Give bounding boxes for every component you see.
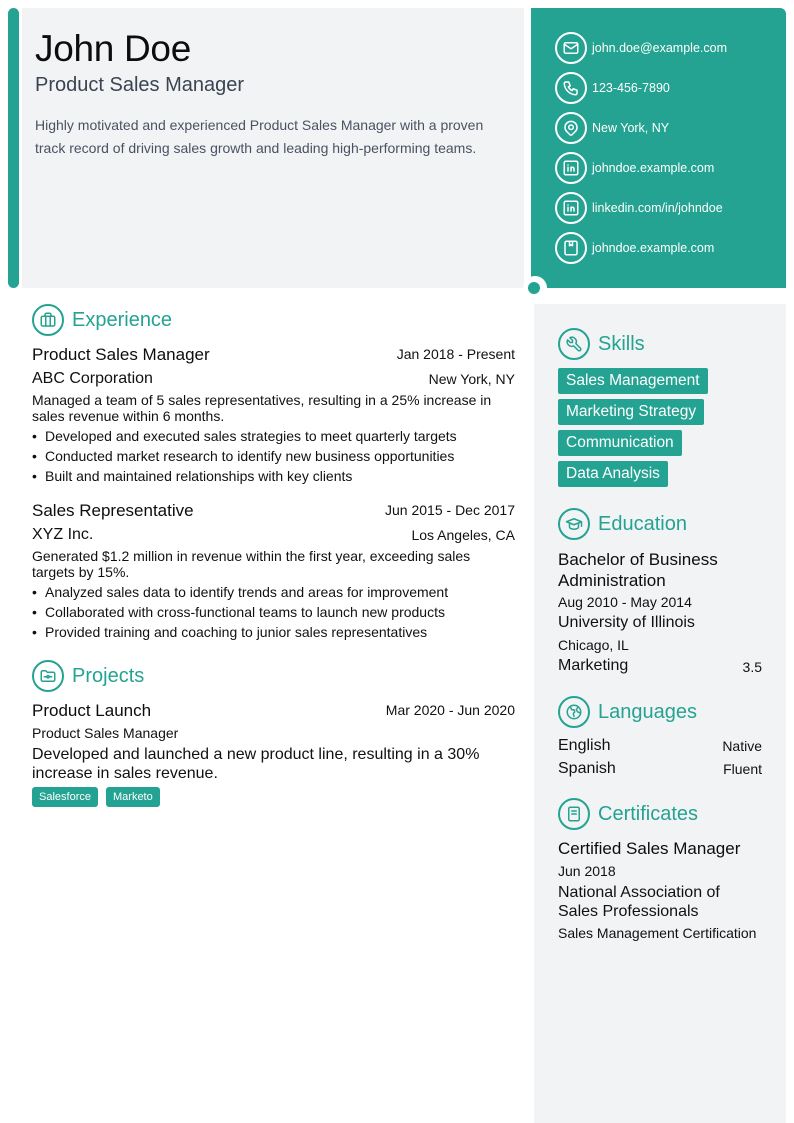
projects-heading: [32, 660, 144, 692]
folder-icon: [32, 660, 64, 692]
skills-title: Skills: [598, 332, 645, 355]
location-icon: [555, 112, 587, 144]
job-date: Jan 2018 - Present: [396, 346, 515, 362]
job-description: Managed a team of 5 sales representatives, resulting in a 25% increase in sales revenue within 6 months.: [32, 392, 492, 424]
languages-title: Languages: [598, 700, 697, 723]
header-accent-bar: [8, 8, 19, 288]
project-name: Product Launch: [32, 701, 152, 720]
wrench-icon: [558, 328, 590, 360]
job-company: ABC Corporation: [32, 370, 153, 387]
education-date: Aug 2010 - May 2014: [558, 594, 692, 610]
contact-portfolio-text: johndoe.example.com: [592, 241, 715, 255]
job-bullet: • Built and maintained relationships with key clients: [32, 468, 514, 484]
contact-location: [555, 112, 669, 144]
project-tag: Marketo: [106, 787, 160, 807]
job-title: Product Sales Manager: [32, 345, 210, 364]
education-heading: [558, 508, 687, 540]
projects-title: Projects: [72, 664, 145, 687]
job-location: New York, NY: [428, 371, 515, 387]
summary-text: Highly motivated and experienced Product Sales Manager with a proven track record of driving sales growth and leading high-performing teams.: [35, 117, 484, 156]
candidate-headline: Product Sales Manager: [35, 74, 245, 96]
certificate-issuer: National Association of Sales Professionals: [558, 884, 720, 920]
education-title: Education: [598, 512, 687, 535]
language-level: Fluent: [723, 761, 762, 777]
skill-tag: Sales Management: [558, 368, 708, 394]
languages-heading: [558, 696, 697, 728]
job-bullet: • Provided training and coaching to junior sales representatives: [32, 624, 514, 640]
contact-email-text: john.doe@example.com: [592, 41, 727, 55]
experience-title: Experience: [72, 308, 173, 331]
language-name: Spanish: [558, 760, 616, 777]
linkedin-icon: [555, 152, 587, 184]
job-bullet: • Analyzed sales data to identify trends and areas for improvement: [32, 584, 514, 600]
phone-icon: [555, 72, 587, 104]
contact-panel: [531, 8, 786, 288]
email-icon: [555, 32, 587, 64]
certificates-title: Certificates: [598, 802, 699, 825]
job-location: Los Angeles, CA: [411, 527, 515, 543]
skills-heading: [558, 328, 645, 360]
language-name: English: [558, 737, 611, 754]
certificates-heading: [558, 798, 698, 830]
job-description: Generated $1.2 million in revenue within the first year, exceeding sales targets by 15%.: [32, 548, 471, 580]
skill-tag: Marketing Strategy: [558, 399, 704, 425]
skill-tag: Data Analysis: [558, 461, 668, 487]
contact-linkedin-text: linkedin.com/in/johndoe: [592, 201, 723, 215]
contact-email[interactable]: [555, 32, 727, 64]
contact-website[interactable]: [555, 152, 714, 184]
job-title: Sales Representative: [32, 501, 194, 520]
project-role: Product Sales Manager: [32, 725, 179, 741]
contact-phone-text: 123-456-7890: [592, 81, 670, 95]
contact-portfolio[interactable]: [555, 232, 714, 264]
project-description: Developed and launched a new product line, resulting in a 30% increase in sales revenue.: [32, 746, 480, 782]
globe-icon: [558, 696, 590, 728]
job-bullet: • Collaborated with cross-functional teams to launch new products: [32, 604, 514, 620]
linkedin-icon: [555, 192, 587, 224]
contact-location-text: New York, NY: [592, 121, 670, 135]
education-degree: Bachelor of Business Administration: [558, 550, 718, 590]
education-location: Chicago, IL: [558, 637, 629, 653]
contact-linkedin[interactable]: [555, 192, 723, 224]
job-bullet: • Conducted market research to identify new business opportunities: [32, 448, 514, 464]
briefcase-icon: [32, 304, 64, 336]
certificate-name: Certified Sales Manager: [558, 839, 741, 858]
contact-website-text: johndoe.example.com: [592, 161, 715, 175]
project-date: Mar 2020 - Jun 2020: [385, 702, 515, 718]
candidate-name: John Doe: [35, 28, 191, 69]
skill-tag: Communication: [558, 430, 682, 456]
header-panel: [22, 8, 524, 288]
contact-phone[interactable]: [555, 72, 670, 104]
job-company: XYZ Inc.: [32, 526, 94, 543]
certificate-icon: [558, 798, 590, 830]
job-date: Jun 2015 - Dec 2017: [385, 502, 515, 518]
language-level: Native: [722, 738, 762, 754]
graduation-cap-icon: [558, 508, 590, 540]
certificate-date: Jun 2018: [558, 863, 616, 879]
education-school: University of Illinois: [558, 614, 695, 631]
website-icon: [555, 232, 587, 264]
header-divider-dot: [528, 282, 540, 294]
education-gpa: 3.5: [742, 659, 762, 675]
project-tag: Salesforce: [32, 787, 98, 807]
certificate-detail: Sales Management Certification: [558, 925, 757, 941]
education-field: Marketing: [558, 657, 629, 674]
job-bullet: • Developed and executed sales strategies to meet quarterly targets: [32, 428, 514, 444]
experience-heading: [32, 304, 172, 336]
